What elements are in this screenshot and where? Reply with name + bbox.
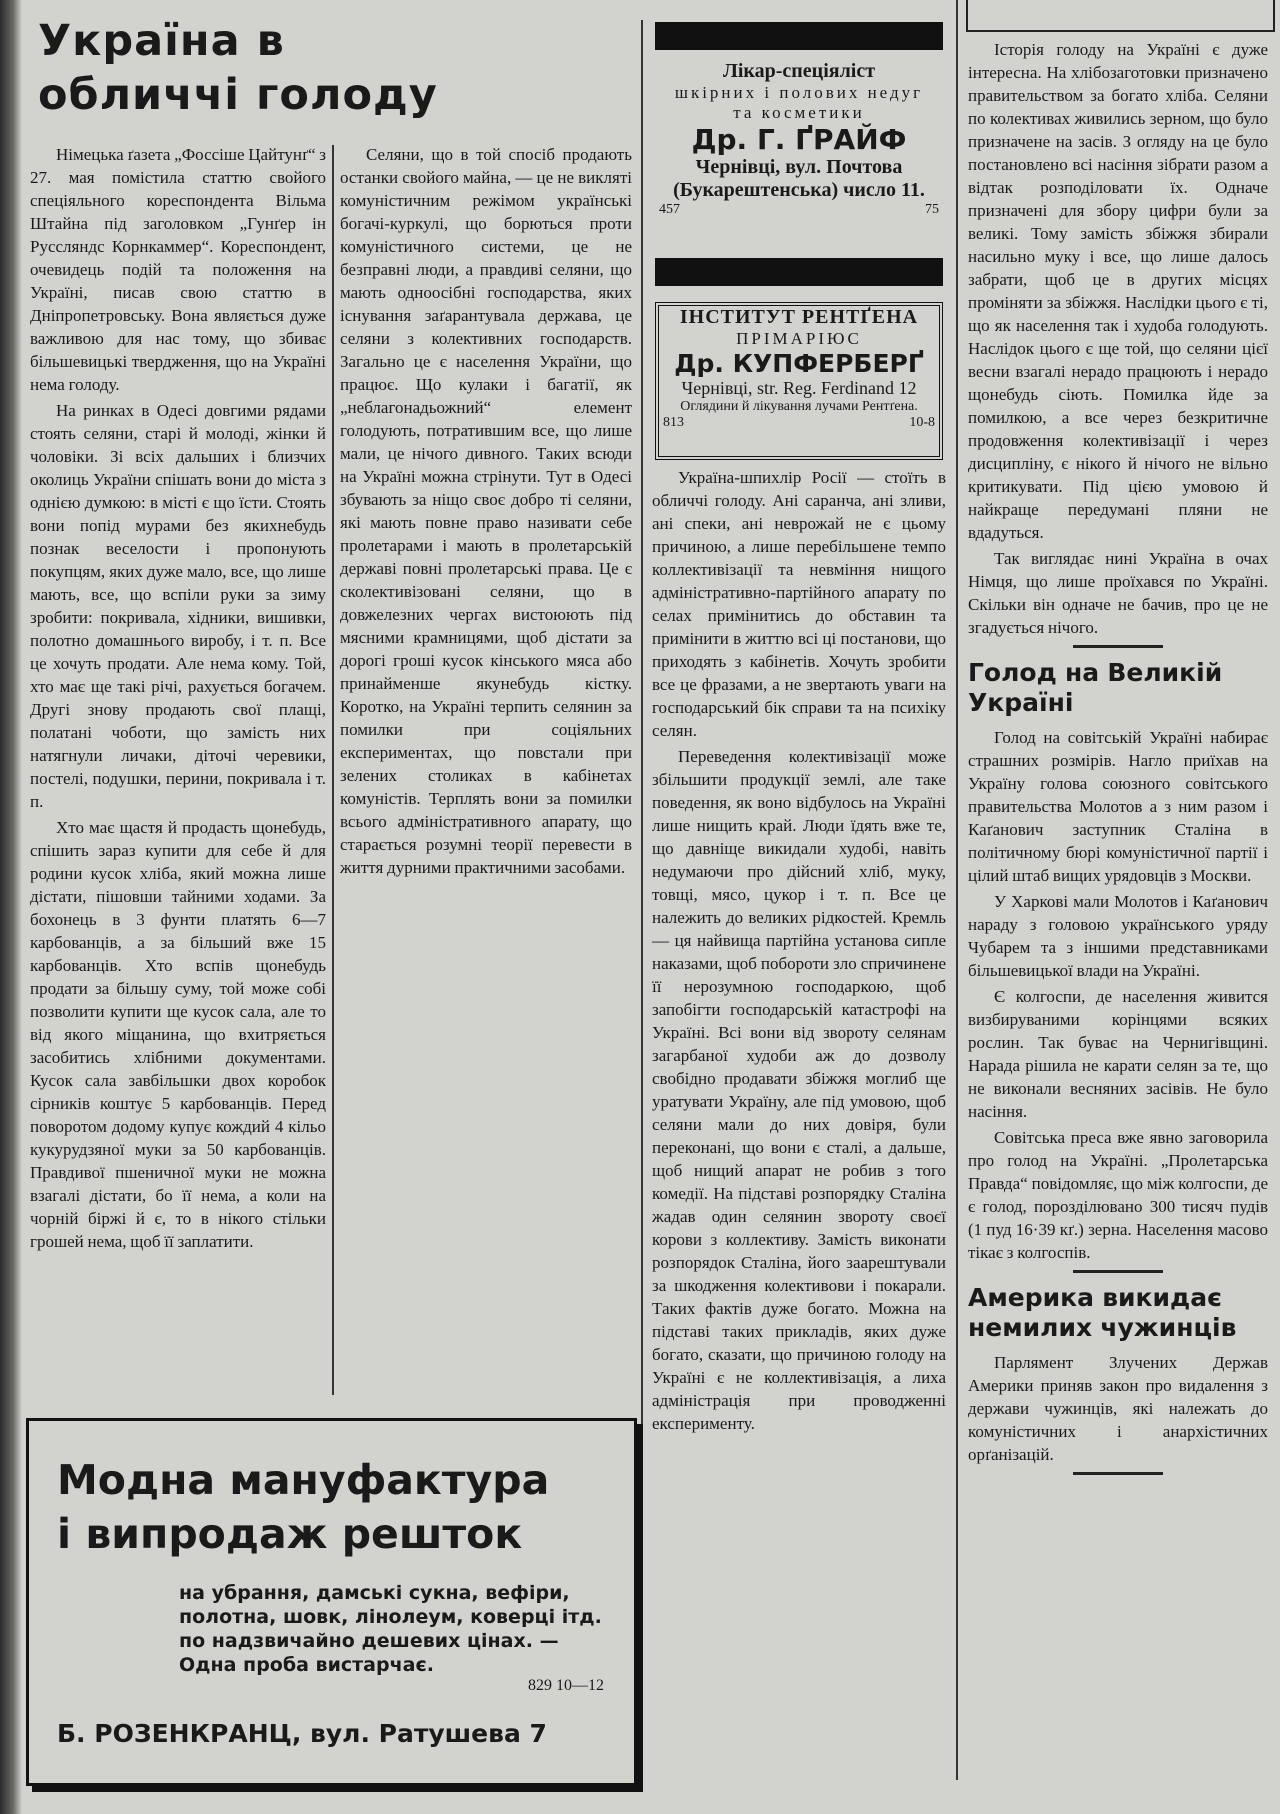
ad-number: 829 10—12 [528, 1677, 604, 1694]
ad-heading: Лікар-спеціяліст [722, 60, 876, 82]
ad-number: 75 [925, 202, 939, 217]
paragraph: Україна-шпихлір Росії — стоїть в обличчі голоду. Ані саранча, ані зливи, ані спеки, ані неврожай не є цьому причиною, а лише перебільшене темпо коллективізації та невміння нищого адміністративно-партійного апарату по селах примінитись до обставин та примінити в життю всі ці постанови, що приходять з кабінетів. Хочуть зробити все це фразами, а не звертають уваги на господарський бік справи та на психіку селян. [652, 468, 946, 740]
column-divider [956, 0, 958, 1780]
paragraph: На ринках в Одесі довгими рядами стоять селяни, старі й молоді, жінки й чоловіки. Зі всіх дальших і близчих околиць України спішать вони до міста з однією думкою: в місті є що їсти. Стоять вони попід мурами без якихнебудь познак веселости і пропонують покупцям, яких дуже мало, все, що лише мають, все, що вспіли руки за зиму зробити: покривала, хідники, вишивки, полотно домашнього виробу, і т. п. Все це хочуть продати. Але нема кому. Той, хто має ще такі річі, рахується богачем. Другі знову продають свої плащі, полатані чоботи, що замість них натягнули личаки, діточі черевики, постелі, подушки, перини, покривала і т. п. [30, 401, 326, 811]
section-rule [1073, 1270, 1163, 1273]
page-edge [0, 0, 22, 1814]
column-3 [652, 466, 946, 1438]
paragraph: Голод на совітській Україні набирає страшних розмірів. Нагло приїхав на Україну голова союзного совітського правительства Молотов а з ним разом і Каґанович заступник Сталіна в політичному бюрі комуністичної партії і цілий штаб вищих урядовців з Москви. [968, 728, 1268, 885]
ad-name: Др. Г. ҐРАЙФ [691, 123, 907, 156]
section-rule [1073, 1472, 1163, 1475]
ad-text: Оглядини й лікування лучами Рентґена. [680, 399, 918, 414]
section-rule [1073, 645, 1163, 648]
column-1 [30, 143, 326, 1256]
ad-number: 10-8 [909, 415, 935, 430]
ad-footer: Б. РОЗЕНКРАНЦ, вул. Ратушева 7 [57, 1719, 547, 1748]
paragraph: Хто має щастя й продасть щонебудь, спішить зараз купити для себе й для родини кусок хліба, який можна лише дістати, пішовши тайними ходами. За бохонець в 3 фунти платять 6—7 карбованців, а за більший вже 15 карбованців. Хто вспів щонебудь продати за більшу суму, той може собі позволити купити ще кусок сала, але то від якого міщанина, що вхитряється засобитись хлібними документами. Кусок сала завбільшки двох коробок сірників коштує 5 карбованців. Перед поворотом додому купує кождий 4 кільо кукурудзяної муки за 50 карбованців. Правдивої пшеничної муки не можна взагалі дістати, бо її нема, а коли на чорній біржі й є, то в нікого стільки грошей нема, щоб її заплатити. [30, 818, 326, 1251]
paragraph: Є колгоспи, де населення живится визбируваними корінцями всяких рослин. Так буває на Чернигівщині. Нарада рішила не карати селян за те, що не виконали весняних засівів. Не було насіння. [968, 987, 1268, 1121]
column-divider [332, 145, 334, 1395]
black-bar [655, 22, 943, 50]
ad-text: на убрання, дамські сукна, вефіри, полотна, шовк, лінолеум, коверці ітд. по надзвичайно дешевих цінах. — Одна проба вистарчає. [179, 1582, 602, 1676]
ad-heading: ІНСТИТУТ РЕНТҐЕНА [679, 306, 919, 328]
paragraph: Німецька ґазета „Фоссіше Цайтунґ“ з 27. мая помістила статтю свойого спеціяльного кореспондента Вільма Штайна під заголовком „Гунґер ін Руссляндс Корнкаммер“. Кореспондент, очевидець подій та положення на Україні, писав свою статтю в Дніпропетровську. Вона являється дуже важливою для нас тому, що збиває більшевицькі твердження, що на Україні нема голоду. [30, 145, 326, 394]
paragraph: Совітська преса вже явно заговорила про голод на Україні. „Пролетарська Правда“ повідомляє, що між колгоспи, де є голод, порозділювано 300 тисяч пудів (1 пуд 16·39 кґ.) зерна. Населення масово тікає з колгоспів. [968, 1128, 1268, 1262]
paragraph: Історія голоду на Україні є дуже інтересна. На хлібозаготовки призначено правительством за богато хліба. Селяни по колективах живились зерном, що було призначене на засів. З огляду на це було постановлено всі насіння зібрати разом а відтак розподіловати їх. Одначе призначені для збору цифри були за великі. Тому замість збіжжя збирали насильно муку і все, що лише далось забрати, щоб це в других місцях проміняти за збіжжя. Наслідки цього є ті, що як населення так і худоба голодують. Наслідок цього є ще той, що селяни цієї весни взагалі нерадо працюють і нерадо щонебудь сіють. Помилка йде за помилкою, а все через безкритичне продовження колективізації і через дисципліну, є нікого й нічого не вільно критикувати. Під цією умовою й найкраще передумані пляни не вдадуться. [968, 40, 1268, 542]
ad-text: та косметики [733, 103, 865, 122]
ad-name: Др. КУПФЕРБЕРҐ [674, 349, 924, 378]
paragraph: У Харкові мали Молотов і Каґанович нараду з головою українського уряду Чубарем та з іншими представниками більшевицької влади на Україні. [968, 892, 1268, 980]
paragraph: Селяни, що в той спосіб продають останки свойого майна, — це не виклятi комуністичним режімом українські богачі-куркулі, що борються проти комуністичного системи, це не безправні люди, а правдиві селяни, що мають одноосібні господарства, яких існування заґарантувала держава, це селяни з колективних господарств. Загально це є населення України, що працює. Що кулаки і багатії, як „неблагонадьожний“ елемент голодують, потратившим все, що лише мали, це нічого дивного. Таких всюди на Україні можна стрінути. Тут в Одесі збувають за ніщо своє добро ті селяни, які мають повне право називати себе пролетарами і мають в пролетарській державі повні пролетарські права. Це є сколективізовані селяни, що в довжелезних чергах вистоюють під мясними крамницями, щоб дістати за дорогі гроші кусок кінського мяса або принайменше якунебудь кістку. Коротко, на Україні терпить селянин за помилки при соціяльних експериментах, що повстали при зелених столиках в кабінетах комуністів. Терплять вони за помилки всього адміністративного апарату, що старається розумні теорії перевести в життя дурними практичними засобами. [340, 145, 632, 877]
ad-number: 457 [659, 202, 680, 217]
ad-text: ПРІМАРІЮС [736, 329, 862, 348]
column-divider [641, 20, 643, 1780]
article3-title: Америка викидає немилих чужинців [968, 1283, 1237, 1342]
ad-graif [655, 56, 943, 254]
ad-address: (Букарештенська) число 11. [673, 179, 925, 201]
column-4 [968, 38, 1268, 1485]
paragraph: Переведення колективізації може збільшити продукції землі, але таке поведення, як воно відбулось на Україні лише нищить край. Люди їдять вже те, що давніще викидали худобі, навіть недумаючи про дійсний хліб, муку, товщі, мясо, цукор і т. п. Все це належить до великих рідкостей. Кремль — ця найвища партійна установа сипле наказами, щоб побороти зло спричинене її нерозумною господаркою, щоб запобігти господарській катастрофі на Україні. Всі вони від звороту селянам загарбаної худоби аж до дозволу свобідно продавати збіжжя моглиб ще уратувати Україну, але під умовою, щоб селяни мали до них довіря, були переконані, що вони є сталі, а дальше, щоб нищий апарат не робив з того комедії. На підставі розпорядку Сталіна жадав один селянин звороту своєї корови з коллективу. Замість виконати розпорядок Сталіна, його заарештували за шкодження колективови і покарали. Таких фактів дуже богато. Можна на підставі таких прикладів, яких дуже богато, сказати, що причиною голоду на Україні є не коллективізація, а лиха адміністрація при проводженні експерименту. [652, 747, 946, 1433]
article-title: Україна в обличчі голоду [38, 16, 438, 120]
column-2 [340, 143, 632, 882]
ad-text: шкірних і полових недуг [674, 83, 924, 102]
paragraph: Так виглядає нині Україна в очах Німця, що лише проїхався по Україні. Скільки він одначе не бачив, про це не згадується нічого. [968, 549, 1268, 637]
ad-heading [57, 1453, 634, 1561]
ad-heading-line: Модна мануфактура [57, 1456, 550, 1504]
ad-address: Чернівці, str. Reg. Ferdinand 12 [681, 378, 917, 398]
top-box [966, 0, 1275, 32]
ad-kupferberg [655, 302, 943, 460]
article2-title: Голод на Великій Україні [968, 658, 1223, 717]
black-bar [655, 258, 943, 286]
ad-rosenkranz [26, 1418, 637, 1786]
ad-address: Чернівці, вул. Почтова [695, 156, 903, 178]
paragraph: Парлямент Злучених Держав Америки приняв закон про видалення з держави чужинців, які належать до комуністичних і анархістичних орґанізацій. [968, 1353, 1268, 1464]
ad-heading-line: і випродаж решток [57, 1510, 523, 1558]
ad-number: 813 [663, 415, 684, 430]
